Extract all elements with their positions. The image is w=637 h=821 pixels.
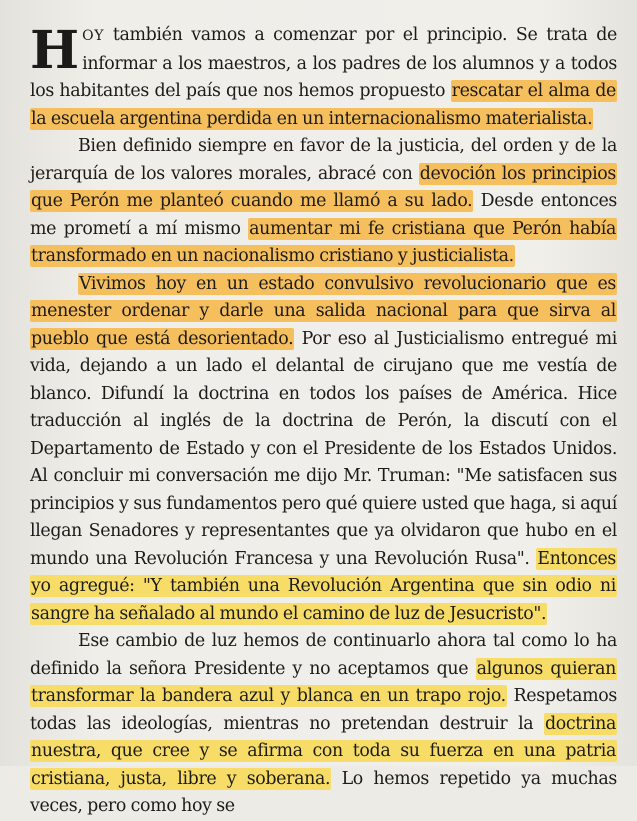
body-text: Lo hemos repetido ya muchas veces, pero como hoy se [30, 768, 617, 816]
body-text: Por eso al Justicialismo entregué mi vida, dejando a un lado el delantal de cirujano que me vestía de blanco. Difundí la doctrina en todos los países de América. Hice traducción al inglés de la doctrina de Perón, la discutí con el Departamento de Estado y con el Presidente de los Estados Unidos. Al concluir mi conversación me dijo Mr. Truman: "Me satisfacen sus principios y sus fundamentos pero qué quiere usted que haga, si aquí llegan Senadores y representantes que ya olvidaron que hubo en el mundo una Revolución Francesa y una Revolución Rusa". [30, 328, 617, 569]
paragraph [30, 22, 617, 133]
paragraph [30, 133, 617, 271]
highlighted-text: algunos quieran transformar la bandera azul y blanca en un trapo rojo. [31, 658, 616, 706]
body-text: Desde entonces me prometí a mí mismo [30, 191, 618, 239]
highlighted-text: devoción los principios que Perón me planteó cuando me llamó a su lado. [31, 163, 616, 211]
paragraph [30, 628, 617, 821]
highlighted-text: doctrina nuestra, que cree y se afirma con toda su fuerza en una patria cristiana, justa, libre y soberana. [31, 713, 616, 789]
lead-word: OY [82, 28, 105, 44]
article-body [30, 22, 617, 821]
paragraph [30, 271, 617, 629]
highlighted-text: Entonces yo agregué: "Y también una Revolución Argentina que sin odio ni sangre ha señalado al mundo el camino de luz de Jesucristo". [31, 548, 616, 624]
highlighted-text: rescatar el alma de la escuela argentina perdida en un internacionalismo materialista. [31, 81, 616, 129]
body-text: Ese cambio de luz hemos de continuarlo ahora tal como lo ha definido la señora Presidente y no aceptamos que [30, 631, 617, 679]
body-text: Bien definido siempre en favor de la justicia, del orden y de la jerarquía de los valores morales, abracé con [30, 136, 617, 184]
drop-cap: H [30, 20, 80, 81]
highlighted-text: Vivimos hoy en un estado convulsivo revolucionario que es menester ordenar y darle una salida nacional para que sirva al pueblo que está desorientado. [31, 273, 616, 349]
highlighted-text: aumentar mi fe cristiana que Perón había transformado en un nacionalismo cristiano y justicialista. [31, 218, 616, 266]
body-text: Respetamos todas las ideologías, mientras no pretendan destruir la [30, 686, 618, 734]
body-text: también vamos a comenzar por el principio. Se trata de informar a los maestros, a los padres de los alumnos y a todos los habitantes del país que nos hemos propuesto [30, 25, 617, 101]
